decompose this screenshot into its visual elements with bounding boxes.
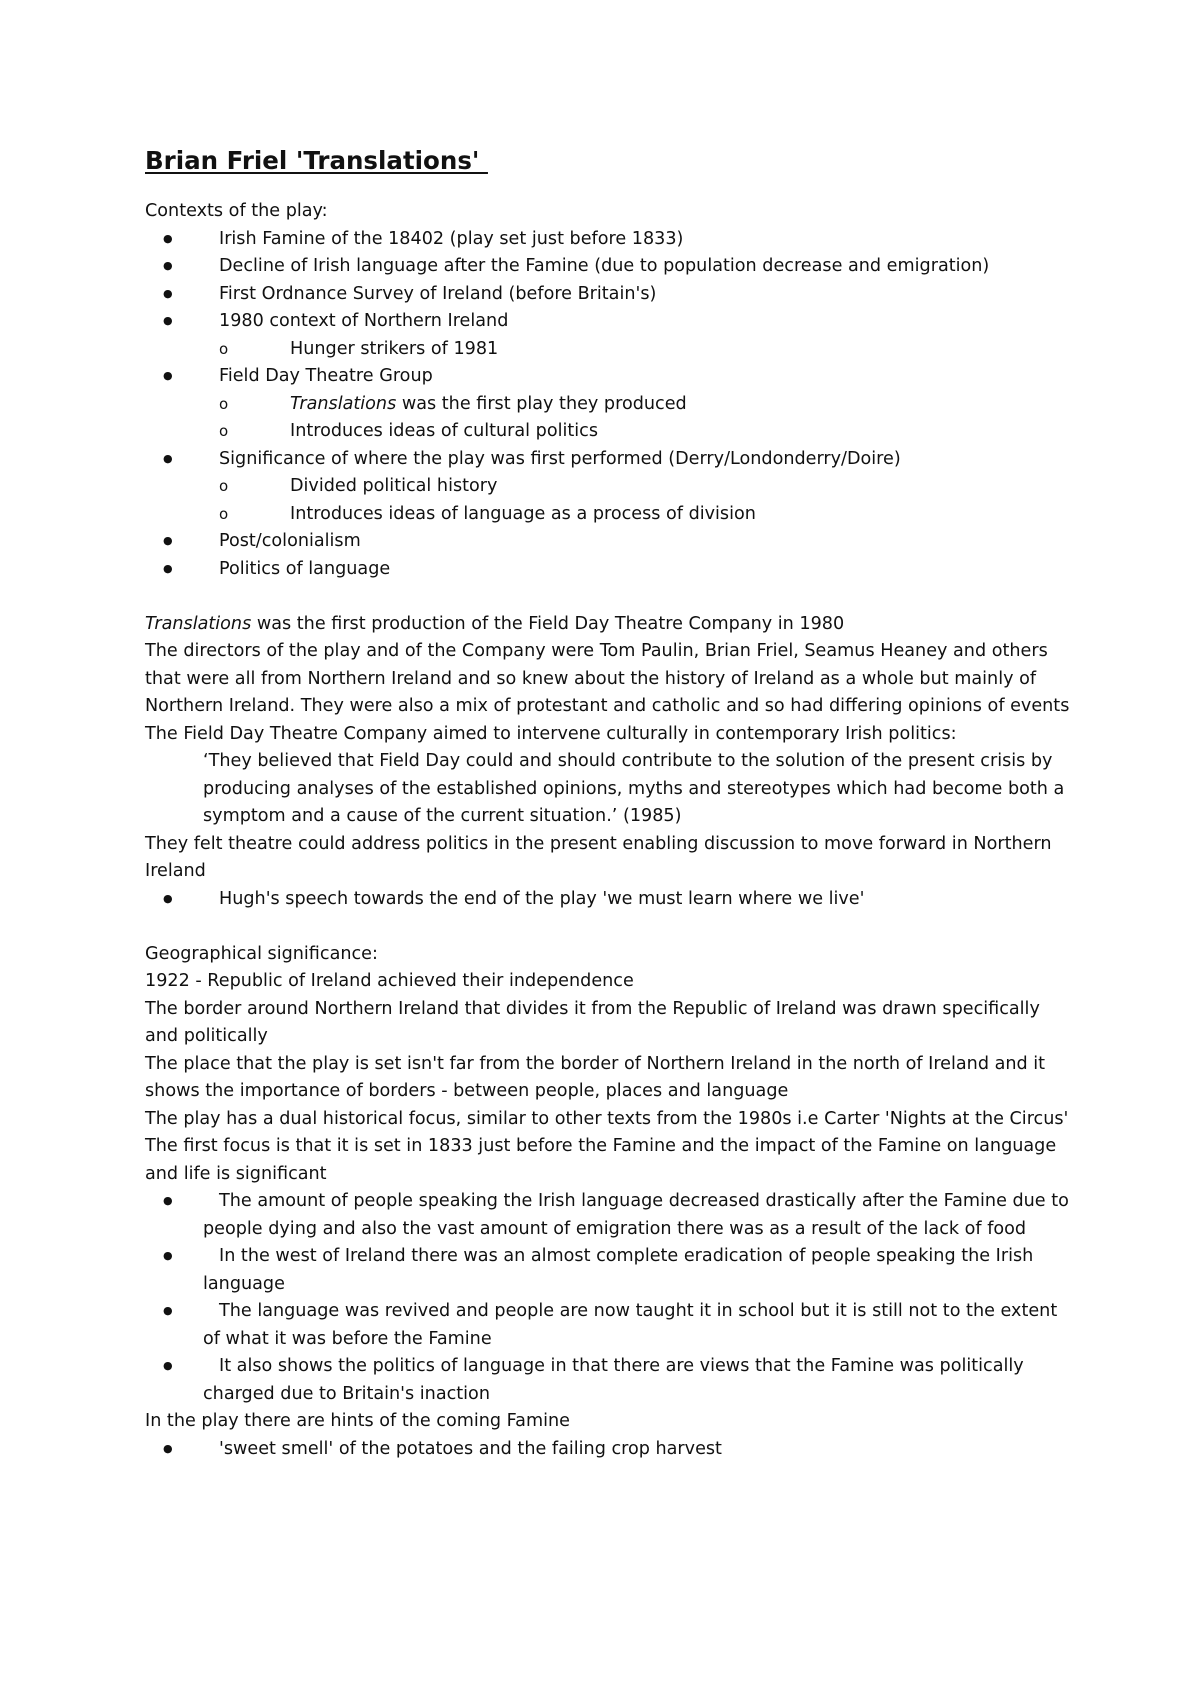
list-item: ● Hugh's speech towards the end of the play 'we must learn where we live' <box>145 886 1075 914</box>
paragraph: The Field Day Theatre Company aimed to intervene culturally in contemporary Irish politics: <box>145 723 957 744</box>
list-item: ● Politics of language <box>145 556 1075 584</box>
list-item: ● The language was revived and people are now taught it in school but it is still not to the extent of what it was before the Famine <box>145 1298 1075 1353</box>
paragraph: Translations was the first production of the Field Day Theatre Company in 1980 <box>145 613 845 634</box>
block-quote: ‘They believed that Field Day could and should contribute to the solution of the present crisis by producing analyses of the established opinions, myths and stereotypes which had become both a symptom and a cause of the current situation.’ (1985) <box>203 751 1065 826</box>
list-item: ● In the west of Ireland there was an almost complete eradication of people speaking the Irish language <box>145 1243 1075 1298</box>
play-title-italic: Translations <box>145 613 252 634</box>
paragraph: The play has a dual historical focus, similar to other texts from the 1980s i.e Carter 'Nights at the Circus' <box>145 1108 1069 1129</box>
famine-hints-list <box>145 1436 1075 1464</box>
contexts-sublist <box>145 336 1075 364</box>
paragraph: The border around Northern Ireland that divides it from the Republic of Ireland was drawn specifically and politically <box>145 998 1040 1046</box>
sub-list-item: o Introduces ideas of cultural politics <box>145 418 1075 446</box>
paragraph: The first focus is that it is set in 1833 just before the Famine and the impact of the Famine on language and life is significant <box>145 1136 1057 1184</box>
contexts-list <box>145 363 1075 391</box>
spacer <box>145 583 1075 611</box>
list-item: ● Post/colonialism <box>145 528 1075 556</box>
paragraph: In the play there are hints of the coming Famine <box>145 1411 570 1431</box>
paragraph: The place that the play is set isn't far from the border of Northern Ireland in the north of Ireland and it shows the importance of borders - between people, places and language <box>145 1053 1046 1101</box>
list-item: ● 1980 context of Northern Ireland <box>145 308 1075 336</box>
sub-list-item: o Hunger strikers of 1981 <box>145 336 1075 364</box>
document-title: Brian Friel 'Translations' <box>145 146 488 175</box>
field-day-list <box>145 886 1075 914</box>
section-heading: Geographical significance: <box>145 943 378 964</box>
list-item: ● Decline of Irish language after the Famine (due to population decrease and emigration) <box>145 253 1075 281</box>
list-item: ● First Ordnance Survey of Ireland (before Britain's) <box>145 281 1075 309</box>
contexts-list <box>145 528 1075 583</box>
sub-list-item: o Introduces ideas of language as a process of division <box>145 501 1075 529</box>
list-item: ● Field Day Theatre Group <box>145 363 1075 391</box>
paragraph: They felt theatre could address politics in the present enabling discussion to move forward in Northern Ireland <box>145 833 1052 881</box>
list-item: ● Irish Famine of the 18402 (play set just before 1833) <box>145 226 1075 254</box>
paragraph: The directors of the play and of the Company were Tom Paulin, Brian Friel, Seamus Heaney and others that were all from Northern Ireland and so knew about the history of Ireland as a whole but mainly of Northern Ireland. They were also a mix of protestant and catholic and so had differing opinions of events <box>145 641 1070 716</box>
sub-list-item: o Translations was the first play they produced <box>145 391 1075 419</box>
contexts-sublist <box>145 391 1075 446</box>
list-item: ● 'sweet smell' of the potatoes and the failing crop harvest <box>145 1436 1075 1464</box>
spacer <box>145 913 1075 941</box>
contexts-sublist <box>145 473 1075 528</box>
contexts-list <box>145 226 1075 336</box>
sub-list-item: o Divided political history <box>145 473 1075 501</box>
list-item: ● Significance of where the play was first performed (Derry/Londonderry/Doire) <box>145 446 1075 474</box>
contexts-list <box>145 446 1075 474</box>
list-item: ● It also shows the politics of language in that there are views that the Famine was politically charged due to Britain's inaction <box>145 1353 1075 1408</box>
contexts-heading: Contexts of the play: <box>145 201 328 221</box>
famine-list <box>145 1188 1075 1408</box>
list-item: ● The amount of people speaking the Irish language decreased drastically after the Famine due to people dying and also the vast amount of emigration there was as a result of the lack of food <box>145 1188 1075 1243</box>
paragraph: 1922 - Republic of Ireland achieved their independence <box>145 971 634 991</box>
play-title-italic: Translations <box>290 393 397 414</box>
document-page <box>145 145 1075 1463</box>
